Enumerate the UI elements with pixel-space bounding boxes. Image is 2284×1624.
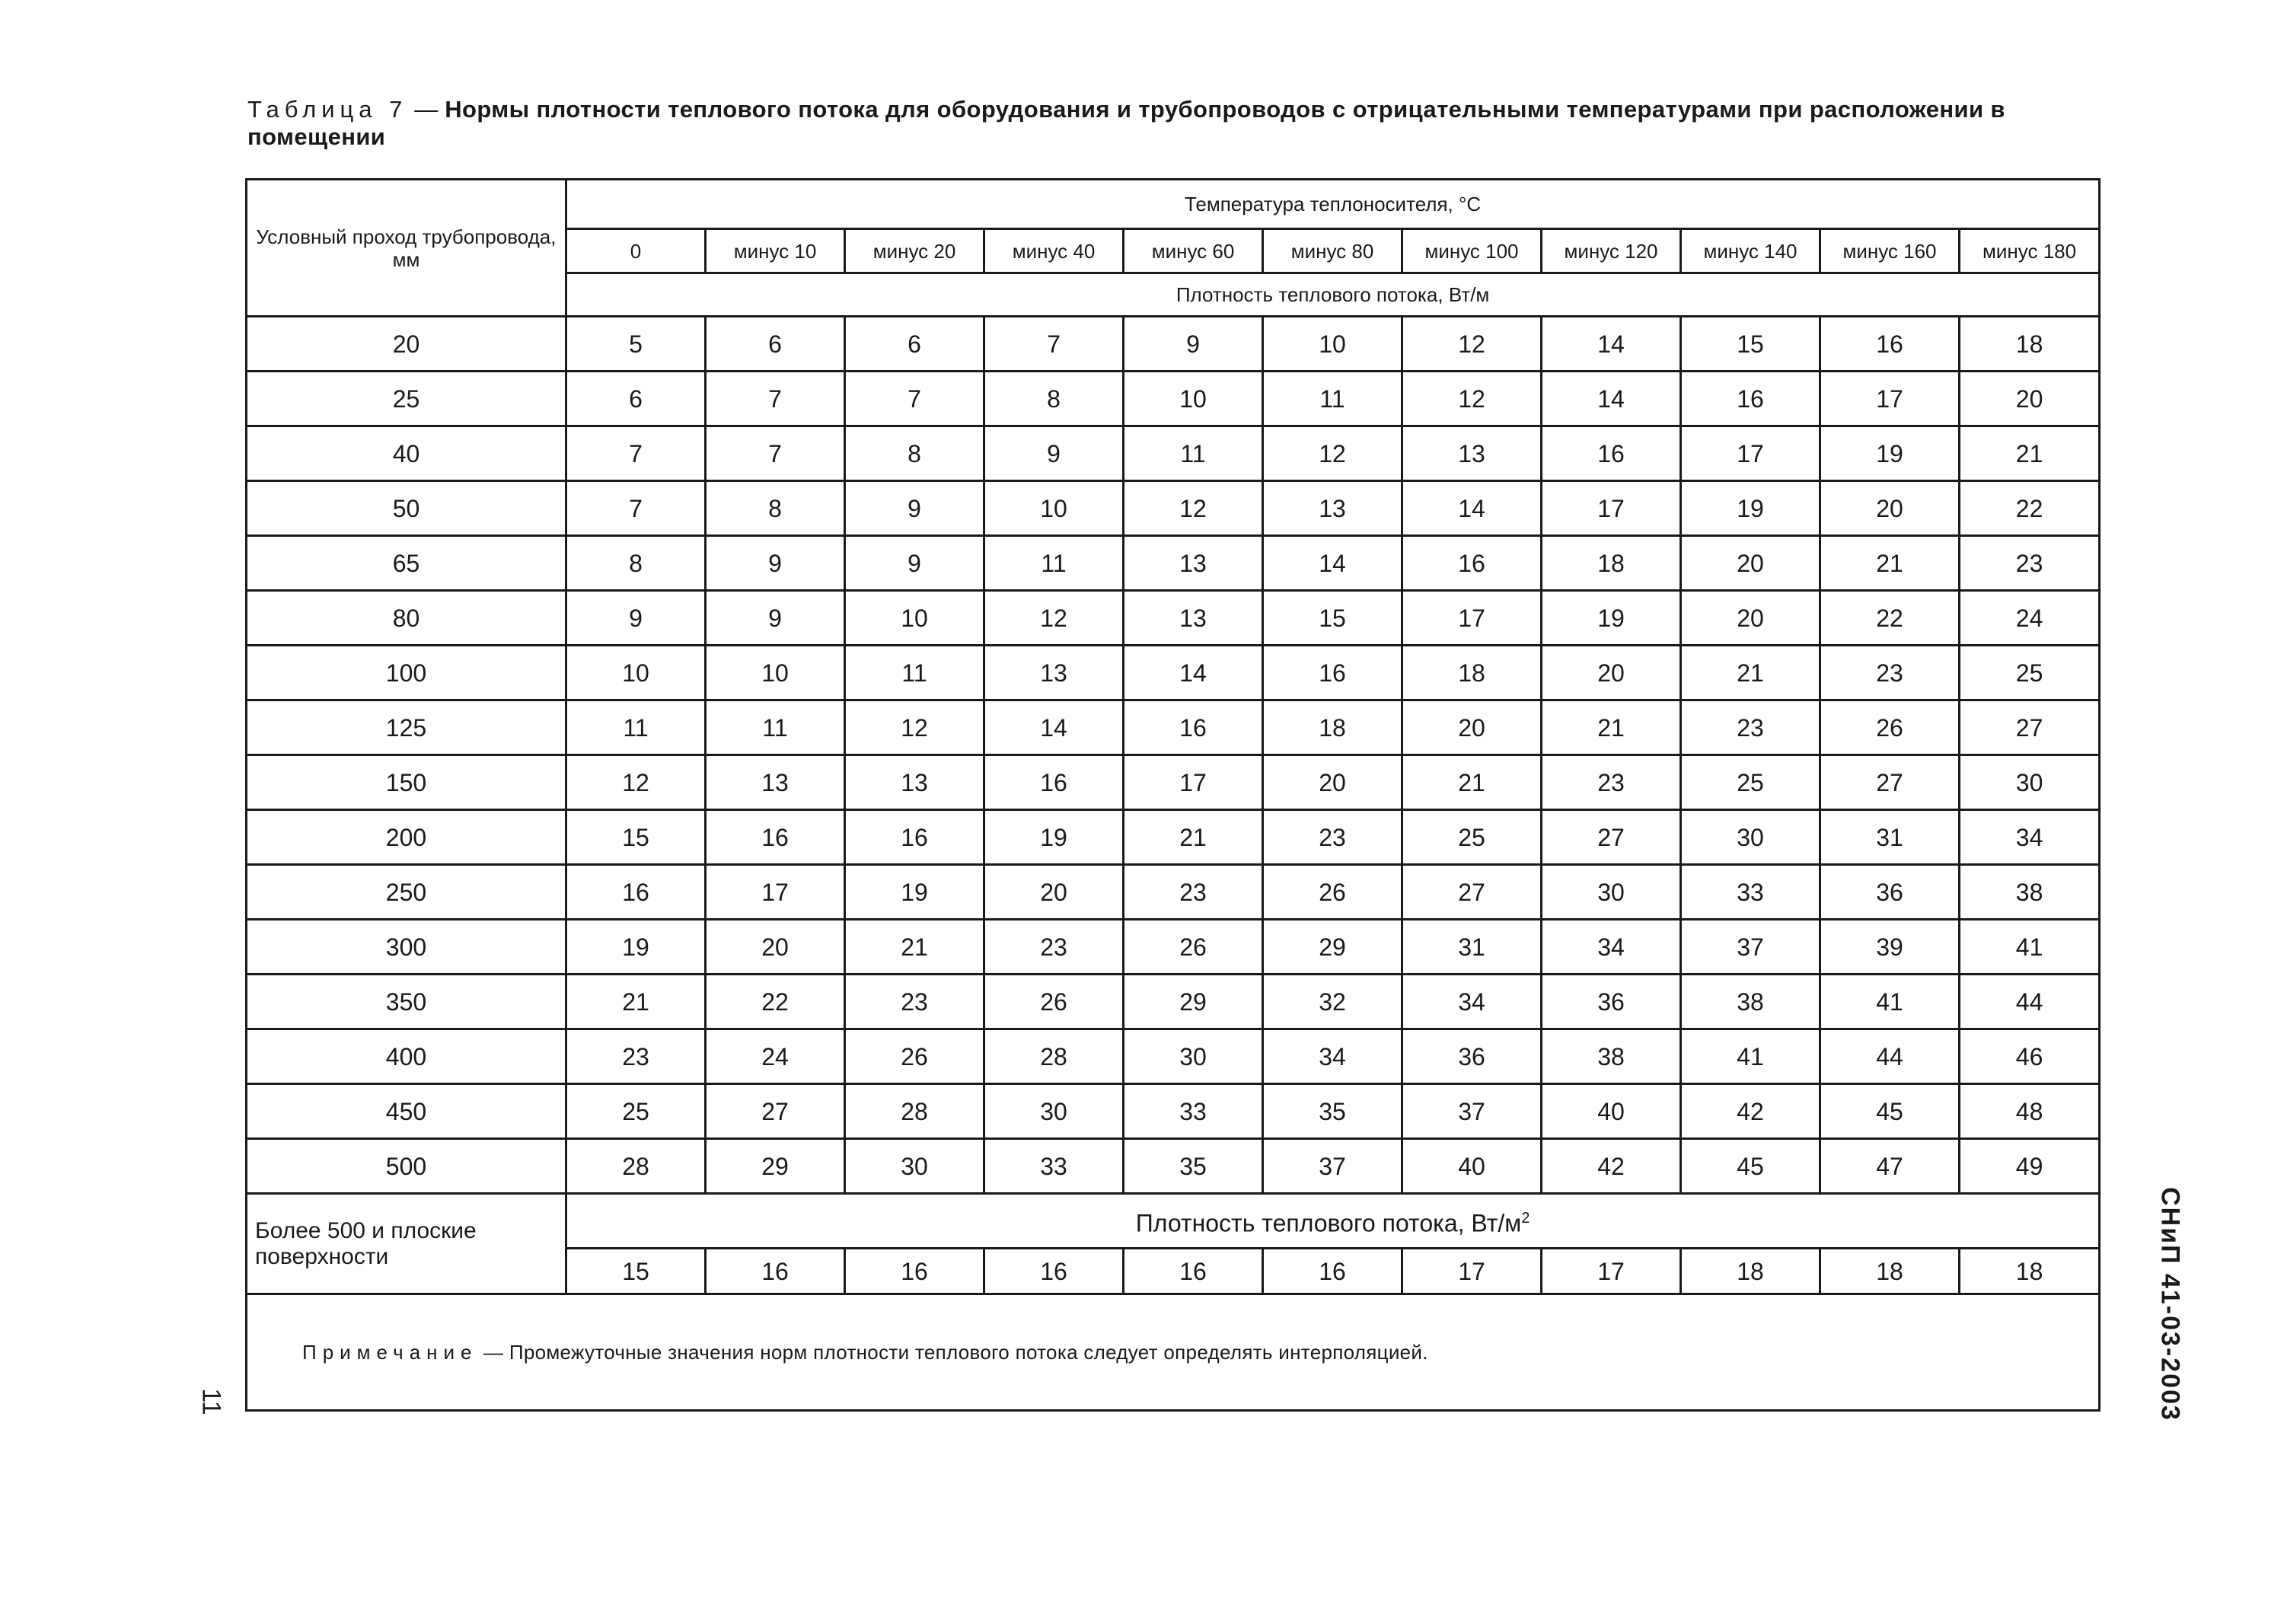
value-cell: 27 <box>1542 810 1681 865</box>
temp-col-header: минус 180 <box>1960 229 2100 273</box>
value-cell: 38 <box>1542 1029 1681 1084</box>
value-cell: 13 <box>845 755 984 810</box>
value-cell: 36 <box>1820 865 1960 920</box>
value-cell: 25 <box>1402 810 1542 865</box>
dn-cell: 100 <box>247 646 566 700</box>
document-code-text: СНиП 41-03-2003 <box>2155 1187 2185 1421</box>
value-cell: 7 <box>706 426 845 481</box>
value-cell: 19 <box>566 920 706 975</box>
value-cell: 11 <box>984 536 1124 591</box>
value-cell: 16 <box>845 1249 984 1294</box>
value-cell: 34 <box>1960 810 2100 865</box>
dn-cell: 125 <box>247 700 566 755</box>
value-cell: 11 <box>1263 372 1402 426</box>
value-cell: 40 <box>1402 1139 1542 1194</box>
value-cell: 14 <box>1124 646 1263 700</box>
value-cell: 18 <box>1820 1249 1960 1294</box>
dn-cell: 450 <box>247 1084 566 1139</box>
value-cell: 16 <box>1820 317 1960 372</box>
temp-col-header: минус 60 <box>1124 229 1263 273</box>
value-cell: 26 <box>1124 920 1263 975</box>
temp-col-header: минус 140 <box>1681 229 1820 273</box>
value-cell: 8 <box>566 536 706 591</box>
value-cell: 38 <box>1960 865 2100 920</box>
value-cell: 18 <box>1402 646 1542 700</box>
value-cell: 27 <box>1960 700 2100 755</box>
value-cell: 25 <box>1960 646 2100 700</box>
value-cell: 20 <box>1820 481 1960 536</box>
value-cell: 45 <box>1681 1139 1820 1194</box>
value-cell: 26 <box>1263 865 1402 920</box>
value-cell: 8 <box>984 372 1124 426</box>
value-cell: 31 <box>1820 810 1960 865</box>
page-number-text: 11 <box>196 1388 226 1415</box>
value-cell: 16 <box>1263 1249 1402 1294</box>
table-row <box>247 646 2100 700</box>
value-cell: 21 <box>1124 810 1263 865</box>
value-cell: 19 <box>1542 591 1681 646</box>
note-row <box>247 1294 2100 1411</box>
value-cell: 6 <box>845 317 984 372</box>
value-cell: 7 <box>984 317 1124 372</box>
value-cell: 44 <box>1820 1029 1960 1084</box>
value-cell: 37 <box>1263 1139 1402 1194</box>
value-cell: 12 <box>845 700 984 755</box>
value-cell: 8 <box>845 426 984 481</box>
value-cell: 7 <box>706 372 845 426</box>
value-cell: 27 <box>1402 865 1542 920</box>
value-cell: 23 <box>984 920 1124 975</box>
value-cell: 29 <box>1263 920 1402 975</box>
dn-cell: 20 <box>247 317 566 372</box>
value-cell: 34 <box>1402 975 1542 1029</box>
temp-col-header: 0 <box>566 229 706 273</box>
value-cell: 5 <box>566 317 706 372</box>
conditional-passage-header: Условный проход трубопровода, мм <box>247 180 566 317</box>
value-cell: 21 <box>1402 755 1542 810</box>
value-cell: 23 <box>1542 755 1681 810</box>
temp-col-header: минус 40 <box>984 229 1124 273</box>
value-cell: 27 <box>706 1084 845 1139</box>
value-cell: 47 <box>1820 1139 1960 1194</box>
table-row <box>247 536 2100 591</box>
value-cell: 11 <box>845 646 984 700</box>
value-cell: 28 <box>984 1029 1124 1084</box>
value-cell: 10 <box>566 646 706 700</box>
value-cell: 7 <box>845 372 984 426</box>
document-code <box>2155 1179 2185 1430</box>
value-cell: 23 <box>1820 646 1960 700</box>
note-text: Промежуточные значения норм плотности теплового потока следует определять интерполяцией. <box>509 1341 1428 1364</box>
value-cell: 16 <box>706 810 845 865</box>
value-cell: 17 <box>1402 1249 1542 1294</box>
table-row <box>247 810 2100 865</box>
value-cell: 7 <box>566 481 706 536</box>
value-cell: 21 <box>845 920 984 975</box>
value-cell: 20 <box>1960 372 2100 426</box>
value-cell: 13 <box>1402 426 1542 481</box>
dn-cell: 400 <box>247 1029 566 1084</box>
value-cell: 12 <box>1402 372 1542 426</box>
value-cell: 15 <box>566 1249 706 1294</box>
value-cell: 26 <box>1820 700 1960 755</box>
dn-cell: 80 <box>247 591 566 646</box>
value-cell: 11 <box>1124 426 1263 481</box>
value-cell: 10 <box>706 646 845 700</box>
value-cell: 13 <box>1263 481 1402 536</box>
density-m2-sup: 2 <box>1521 1210 1530 1227</box>
value-cell: 28 <box>845 1084 984 1139</box>
value-cell: 6 <box>706 317 845 372</box>
value-cell: 23 <box>1124 865 1263 920</box>
value-cell: 23 <box>1681 700 1820 755</box>
value-cell: 10 <box>1124 372 1263 426</box>
value-cell: 37 <box>1402 1084 1542 1139</box>
value-cell: 19 <box>1681 481 1820 536</box>
value-cell: 26 <box>845 1029 984 1084</box>
density-m2-label: Плотность теплового потока, Вт/м <box>1135 1209 1522 1237</box>
value-cell: 18 <box>1263 700 1402 755</box>
table-row <box>247 481 2100 536</box>
value-cell: 13 <box>706 755 845 810</box>
value-cell: 23 <box>566 1029 706 1084</box>
value-cell: 23 <box>1263 810 1402 865</box>
caption-title: Нормы плотности теплового потока для оборудования и трубопроводов с отрицательными температурами при расположении в помещении <box>247 96 2005 150</box>
caption-dash: — <box>407 96 445 123</box>
value-cell: 25 <box>566 1084 706 1139</box>
value-cell: 30 <box>984 1084 1124 1139</box>
value-cell: 21 <box>1542 700 1681 755</box>
dn-cell: 150 <box>247 755 566 810</box>
heat-flow-density-m2-header <box>566 1194 2100 1249</box>
value-cell: 27 <box>1820 755 1960 810</box>
value-cell: 24 <box>1960 591 2100 646</box>
value-cell: 31 <box>1402 920 1542 975</box>
value-cell: 19 <box>984 810 1124 865</box>
value-cell: 10 <box>1263 317 1402 372</box>
value-cell: 42 <box>1681 1084 1820 1139</box>
value-cell: 16 <box>984 755 1124 810</box>
dn-cell: 50 <box>247 481 566 536</box>
dn-cell: 40 <box>247 426 566 481</box>
value-cell: 30 <box>1960 755 2100 810</box>
table-caption <box>247 96 2105 151</box>
value-cell: 30 <box>1681 810 1820 865</box>
dn-cell: 65 <box>247 536 566 591</box>
value-cell: 46 <box>1960 1029 2100 1084</box>
note-dash: — <box>477 1341 509 1364</box>
value-cell: 21 <box>566 975 706 1029</box>
table-row <box>247 755 2100 810</box>
value-cell: 16 <box>845 810 984 865</box>
value-cell: 17 <box>1402 591 1542 646</box>
value-cell: 17 <box>1542 481 1681 536</box>
value-cell: 36 <box>1402 1029 1542 1084</box>
value-cell: 9 <box>845 536 984 591</box>
table-row <box>247 975 2100 1029</box>
large-diameter-label: Более 500 и плоские поверхности <box>247 1194 566 1294</box>
page-number <box>196 1383 226 1421</box>
value-cell: 42 <box>1542 1139 1681 1194</box>
value-cell: 41 <box>1681 1029 1820 1084</box>
value-cell: 9 <box>984 426 1124 481</box>
value-cell: 25 <box>1681 755 1820 810</box>
value-cell: 13 <box>1124 536 1263 591</box>
value-cell: 49 <box>1960 1139 2100 1194</box>
value-cell: 18 <box>1542 536 1681 591</box>
value-cell: 12 <box>1124 481 1263 536</box>
value-cell: 16 <box>706 1249 845 1294</box>
value-cell: 22 <box>706 975 845 1029</box>
temp-col-header: минус 10 <box>706 229 845 273</box>
value-cell: 33 <box>984 1139 1124 1194</box>
value-cell: 20 <box>1681 536 1820 591</box>
value-cell: 16 <box>984 1249 1124 1294</box>
value-cell: 16 <box>1263 646 1402 700</box>
table-note <box>247 1294 2100 1411</box>
heat-flow-density-header: Плотность теплового потока, Вт/м <box>566 273 2100 317</box>
value-cell: 23 <box>845 975 984 1029</box>
value-cell: 16 <box>1542 426 1681 481</box>
value-cell: 16 <box>1402 536 1542 591</box>
value-cell: 16 <box>1124 1249 1263 1294</box>
value-cell: 36 <box>1542 975 1681 1029</box>
value-cell: 12 <box>1402 317 1542 372</box>
value-cell: 30 <box>845 1139 984 1194</box>
value-cell: 18 <box>1960 1249 2100 1294</box>
value-cell: 19 <box>845 865 984 920</box>
value-cell: 16 <box>1681 372 1820 426</box>
value-cell: 14 <box>1263 536 1402 591</box>
value-cell: 29 <box>1124 975 1263 1029</box>
value-cell: 14 <box>1542 317 1681 372</box>
value-cell: 44 <box>1960 975 2100 1029</box>
value-cell: 34 <box>1542 920 1681 975</box>
value-cell: 9 <box>845 481 984 536</box>
value-cell: 17 <box>1681 426 1820 481</box>
value-cell: 28 <box>566 1139 706 1194</box>
value-cell: 17 <box>706 865 845 920</box>
value-cell: 8 <box>706 481 845 536</box>
value-cell: 20 <box>1542 646 1681 700</box>
dn-cell: 300 <box>247 920 566 975</box>
value-cell: 39 <box>1820 920 1960 975</box>
value-cell: 9 <box>1124 317 1263 372</box>
value-cell: 24 <box>706 1029 845 1084</box>
value-cell: 9 <box>566 591 706 646</box>
table-row <box>247 372 2100 426</box>
temp-col-header: минус 100 <box>1402 229 1542 273</box>
value-cell: 35 <box>1263 1084 1402 1139</box>
value-cell: 33 <box>1124 1084 1263 1139</box>
value-cell: 48 <box>1960 1084 2100 1139</box>
value-cell: 14 <box>1542 372 1681 426</box>
value-cell: 20 <box>1263 755 1402 810</box>
temp-col-header: минус 120 <box>1542 229 1681 273</box>
dn-cell: 25 <box>247 372 566 426</box>
value-cell: 26 <box>984 975 1124 1029</box>
table-row <box>247 1029 2100 1084</box>
value-cell: 23 <box>1960 536 2100 591</box>
dn-cell: 200 <box>247 810 566 865</box>
table-body <box>247 317 2100 1194</box>
value-cell: 12 <box>566 755 706 810</box>
value-cell: 11 <box>706 700 845 755</box>
value-cell: 14 <box>1402 481 1542 536</box>
table-row <box>247 317 2100 372</box>
value-cell: 15 <box>566 810 706 865</box>
value-cell: 13 <box>984 646 1124 700</box>
value-cell: 16 <box>1124 700 1263 755</box>
value-cell: 10 <box>845 591 984 646</box>
value-cell: 15 <box>1681 317 1820 372</box>
value-cell: 16 <box>566 865 706 920</box>
dn-cell: 500 <box>247 1139 566 1194</box>
value-cell: 20 <box>706 920 845 975</box>
value-cell: 35 <box>1124 1139 1263 1194</box>
value-cell: 11 <box>566 700 706 755</box>
value-cell: 18 <box>1681 1249 1820 1294</box>
value-cell: 17 <box>1820 372 1960 426</box>
value-cell: 34 <box>1263 1029 1402 1084</box>
table-row <box>247 591 2100 646</box>
large-diameter-row <box>247 1194 2100 1249</box>
heat-flow-norms-table <box>245 178 2101 1412</box>
value-cell: 29 <box>706 1139 845 1194</box>
value-cell: 37 <box>1681 920 1820 975</box>
value-cell: 17 <box>1542 1249 1681 1294</box>
temp-col-header: минус 160 <box>1820 229 1960 273</box>
value-cell: 20 <box>1402 700 1542 755</box>
value-cell: 20 <box>984 865 1124 920</box>
value-cell: 17 <box>1124 755 1263 810</box>
temp-col-header: минус 80 <box>1263 229 1402 273</box>
dn-cell: 250 <box>247 865 566 920</box>
temp-col-header: минус 20 <box>845 229 984 273</box>
value-cell: 22 <box>1820 591 1960 646</box>
dn-cell: 350 <box>247 975 566 1029</box>
value-cell: 12 <box>984 591 1124 646</box>
value-cell: 38 <box>1681 975 1820 1029</box>
value-cell: 20 <box>1681 591 1820 646</box>
value-cell: 10 <box>984 481 1124 536</box>
value-cell: 30 <box>1124 1029 1263 1084</box>
value-cell: 18 <box>1960 317 2100 372</box>
value-cell: 21 <box>1960 426 2100 481</box>
value-cell: 40 <box>1542 1084 1681 1139</box>
note-label: Примечание <box>302 1341 478 1364</box>
value-cell: 12 <box>1263 426 1402 481</box>
header-row-1 <box>247 180 2100 229</box>
table-row <box>247 865 2100 920</box>
table-row <box>247 920 2100 975</box>
table-row <box>247 426 2100 481</box>
value-cell: 21 <box>1820 536 1960 591</box>
table-row <box>247 700 2100 755</box>
value-cell: 7 <box>566 426 706 481</box>
value-cell: 21 <box>1681 646 1820 700</box>
value-cell: 13 <box>1124 591 1263 646</box>
value-cell: 32 <box>1263 975 1402 1029</box>
value-cell: 33 <box>1681 865 1820 920</box>
value-cell: 9 <box>706 536 845 591</box>
value-cell: 14 <box>984 700 1124 755</box>
value-cell: 41 <box>1820 975 1960 1029</box>
table-row <box>247 1139 2100 1194</box>
value-cell: 45 <box>1820 1084 1960 1139</box>
coolant-temperature-header: Температура теплоносителя, °C <box>566 180 2100 229</box>
value-cell: 6 <box>566 372 706 426</box>
value-cell: 15 <box>1263 591 1402 646</box>
value-cell: 41 <box>1960 920 2100 975</box>
value-cell: 19 <box>1820 426 1960 481</box>
value-cell: 30 <box>1542 865 1681 920</box>
value-cell: 9 <box>706 591 845 646</box>
caption-label: Таблица 7 <box>247 96 408 123</box>
value-cell: 22 <box>1960 481 2100 536</box>
table-row <box>247 1084 2100 1139</box>
